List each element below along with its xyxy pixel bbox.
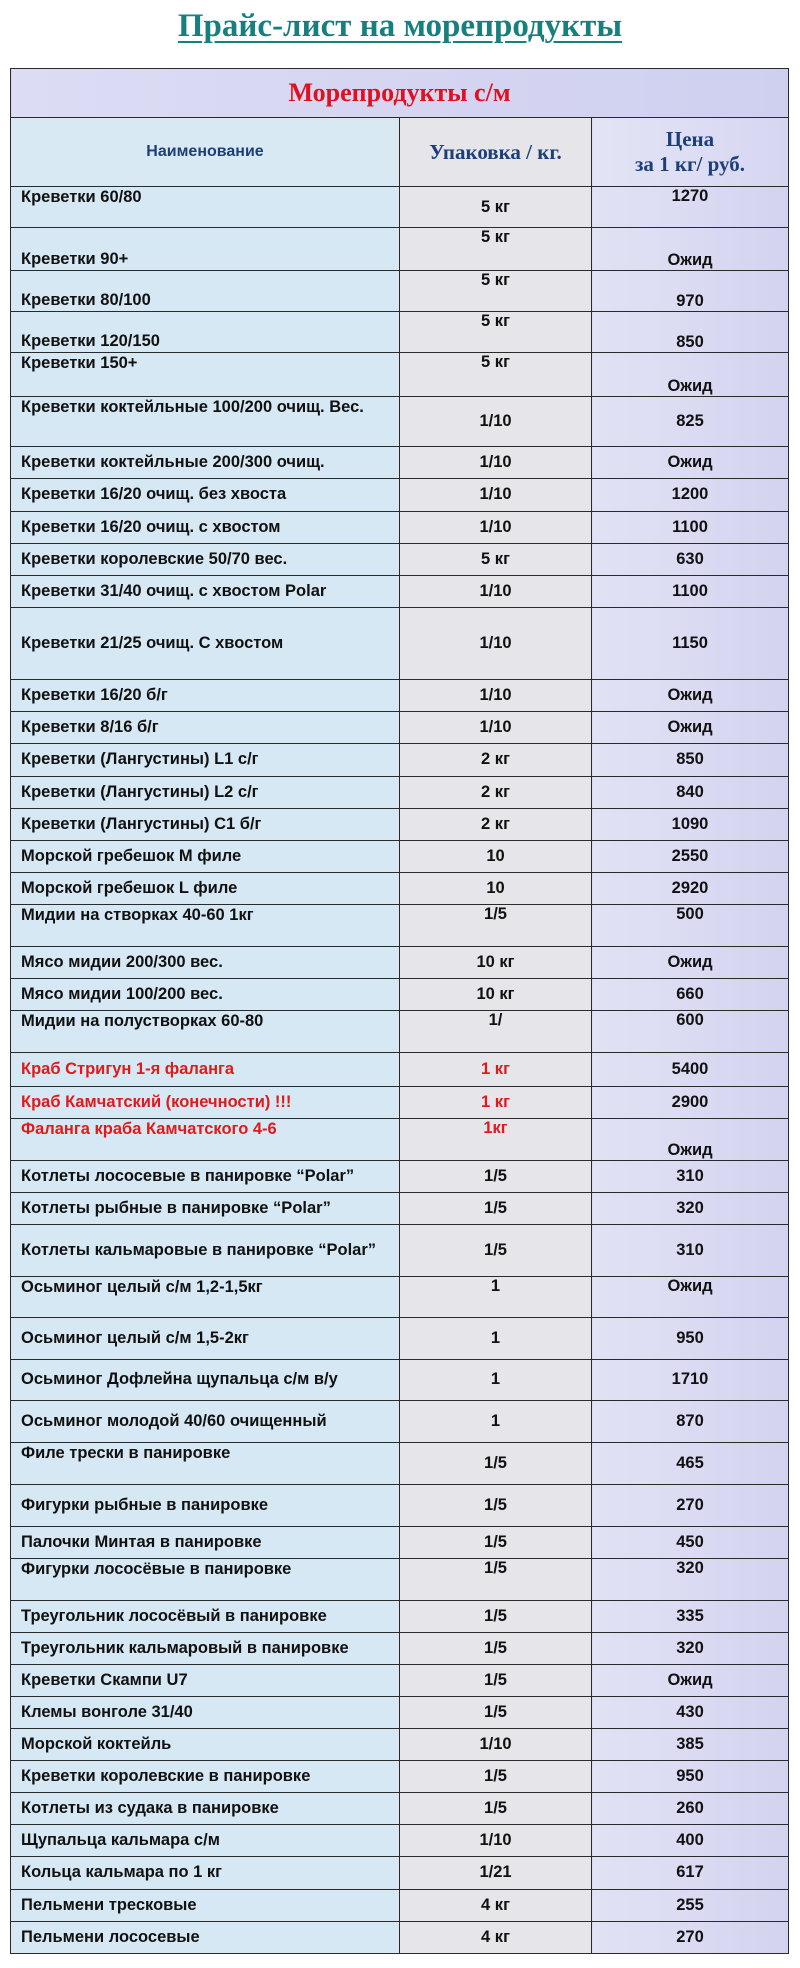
column-header-name: Наименование	[11, 118, 400, 187]
pack-cell: 1/10	[400, 680, 592, 712]
price-cell: 850	[592, 311, 789, 352]
price-cell: 950	[592, 1317, 789, 1359]
price-cell: 385	[592, 1729, 789, 1761]
table-row	[11, 1087, 789, 1119]
price-cell: 2550	[592, 840, 789, 872]
pack-cell: 1/5	[400, 1633, 592, 1665]
product-name-cell: Фигурки рыбные в панировке	[11, 1485, 400, 1527]
pack-cell: 5 кг	[400, 543, 592, 575]
pack-cell: 1/5	[400, 1793, 592, 1825]
product-name-cell: Щупальца кальмара с/м	[11, 1825, 400, 1857]
pack-cell: 10 кг	[400, 978, 592, 1010]
table-row	[11, 904, 789, 946]
product-name-cell: Креветки коктейльные 100/200 очищ. Вес.	[11, 396, 400, 447]
product-name-cell: Палочки Минтая в панировке	[11, 1527, 400, 1559]
table-row	[11, 1825, 789, 1857]
table-row	[11, 1317, 789, 1359]
pack-cell: 10 кг	[400, 946, 592, 978]
product-name-cell: Креветки 16/20 очищ. с хвостом	[11, 511, 400, 543]
pack-cell: 1/5	[400, 1761, 592, 1793]
table-row	[11, 1559, 789, 1601]
table-row	[11, 1225, 789, 1277]
product-name-cell: Котлеты рыбные в панировке “Polar”	[11, 1193, 400, 1225]
page-title: Прайс-лист на морепродукты	[177, 8, 623, 44]
product-name-cell: Креветки 31/40 очищ. с хвостом Polar	[11, 575, 400, 607]
pack-cell: 1/	[400, 1010, 592, 1052]
product-name-cell: Креветки королевские в панировке	[11, 1761, 400, 1793]
table-row	[11, 1665, 789, 1697]
product-name-cell: Креветки 150+	[11, 352, 400, 396]
pack-cell: 1/10	[400, 1729, 592, 1761]
table-row	[11, 840, 789, 872]
product-name-cell: Клемы вонголе 31/40	[11, 1697, 400, 1729]
pack-cell: 1	[400, 1317, 592, 1359]
table-row	[11, 1119, 789, 1161]
table-row	[11, 1793, 789, 1825]
pack-cell: 1/5	[400, 1559, 592, 1601]
pack-cell: 5 кг	[400, 271, 592, 312]
table-row	[11, 978, 789, 1010]
table-row	[11, 1889, 789, 1921]
table-row	[11, 271, 789, 312]
product-name-cell: Морской коктейль	[11, 1729, 400, 1761]
table-row	[11, 680, 789, 712]
price-table	[10, 68, 789, 1954]
price-cell: Ожид	[592, 712, 789, 744]
pack-cell: 5 кг	[400, 352, 592, 396]
product-name-cell: Креветки (Лангустины) L1 с/г	[11, 744, 400, 776]
price-cell: Ожид	[592, 1119, 789, 1161]
price-cell: Ожид	[592, 1276, 789, 1317]
price-cell: 1150	[592, 607, 789, 680]
product-name-cell: Треугольник лососёвый в панировке	[11, 1601, 400, 1633]
product-name-cell: Креветки 90+	[11, 228, 400, 271]
price-cell: Ожид	[592, 352, 789, 396]
product-name-cell: Котлеты лососевые в панировке “Polar”	[11, 1161, 400, 1193]
product-name-cell: Фигурки лососёвые в панировке	[11, 1559, 400, 1601]
pack-cell: 1 кг	[400, 1087, 592, 1119]
pack-cell: 1/10	[400, 712, 592, 744]
price-cell: 2920	[592, 872, 789, 904]
table-row	[11, 1052, 789, 1087]
table-row	[11, 1697, 789, 1729]
price-cell: 255	[592, 1889, 789, 1921]
table-row	[11, 543, 789, 575]
price-cell: 335	[592, 1601, 789, 1633]
table-row	[11, 511, 789, 543]
pack-cell: 1/5	[400, 1697, 592, 1729]
pack-cell: 4 кг	[400, 1921, 592, 1953]
column-header-row	[11, 118, 789, 187]
price-cell: Ожид	[592, 946, 789, 978]
table-row	[11, 1485, 789, 1527]
price-cell: 1270	[592, 187, 789, 228]
table-row	[11, 228, 789, 271]
product-name-cell: Треугольник кальмаровый в панировке	[11, 1633, 400, 1665]
product-name-cell: Креветки коктейльные 200/300 очищ.	[11, 447, 400, 479]
table-row	[11, 1359, 789, 1401]
pack-cell: 5 кг	[400, 187, 592, 228]
product-name-cell: Креветки 16/20 очищ. без хвоста	[11, 479, 400, 511]
pack-cell: 1/10	[400, 396, 592, 447]
product-name-cell: Морской гребешок L филе	[11, 872, 400, 904]
product-name-cell: Краб Камчатский (конечности) !!!	[11, 1087, 400, 1119]
table-row	[11, 607, 789, 680]
column-header-price-line1: Цена	[665, 127, 715, 152]
table-row	[11, 396, 789, 447]
product-name-cell: Осьминог целый с/м 1,2-1,5кг	[11, 1276, 400, 1317]
product-name-cell: Креветки 8/16 б/г	[11, 712, 400, 744]
product-name-cell: Креветки (Лангустины) С1 б/г	[11, 808, 400, 840]
product-name-cell: Осьминог Дофлейна щупальца с/м в/у	[11, 1359, 400, 1401]
price-cell: 840	[592, 776, 789, 808]
price-cell: 310	[592, 1161, 789, 1193]
table-row	[11, 352, 789, 396]
product-name-cell: Краб Стригун 1-я фаланга	[11, 1052, 400, 1087]
pack-cell: 1/21	[400, 1857, 592, 1889]
column-header-pack: Упаковка / кг.	[400, 118, 592, 187]
table-row	[11, 946, 789, 978]
price-cell: Ожид	[592, 1665, 789, 1697]
product-name-cell: Морской гребешок M филе	[11, 840, 400, 872]
table-row	[11, 479, 789, 511]
table-row	[11, 1921, 789, 1953]
price-cell: 2900	[592, 1087, 789, 1119]
table-row	[11, 311, 789, 352]
table-row	[11, 712, 789, 744]
table-row	[11, 447, 789, 479]
pack-cell: 1/5	[400, 1443, 592, 1485]
product-name-cell: Фаланга краба Камчатского 4-6	[11, 1119, 400, 1161]
table-row	[11, 1010, 789, 1052]
product-name-cell: Креветки 21/25 очищ. С хвостом	[11, 607, 400, 680]
product-name-cell: Осьминог молодой 40/60 очищенный	[11, 1401, 400, 1443]
table-row	[11, 808, 789, 840]
pack-cell: 5 кг	[400, 228, 592, 271]
product-name-cell: Креветки 80/100	[11, 271, 400, 312]
product-name-cell: Котлеты кальмаровые в панировке “Polar”	[11, 1225, 400, 1277]
product-name-cell: Мидии на створках 40-60 1кг	[11, 904, 400, 946]
pack-cell: 1/5	[400, 1601, 592, 1633]
pack-cell: 2 кг	[400, 808, 592, 840]
column-header-price-line2: за 1 кг/ руб.	[634, 152, 746, 177]
table-row	[11, 744, 789, 776]
table-row	[11, 776, 789, 808]
pack-cell: 1	[400, 1401, 592, 1443]
product-name-cell: Пельмени лососевые	[11, 1921, 400, 1953]
price-cell: 630	[592, 543, 789, 575]
table-row	[11, 1276, 789, 1317]
table-row	[11, 1527, 789, 1559]
table-row	[11, 1633, 789, 1665]
product-name-cell: Филе трески в панировке	[11, 1443, 400, 1485]
price-cell: 950	[592, 1761, 789, 1793]
price-cell: 1100	[592, 575, 789, 607]
table-row	[11, 872, 789, 904]
product-name-cell: Мясо мидии 100/200 вес.	[11, 978, 400, 1010]
pack-cell: 1 кг	[400, 1052, 592, 1087]
product-name-cell: Кольца кальмара по 1 кг	[11, 1857, 400, 1889]
pack-cell: 1/10	[400, 1825, 592, 1857]
price-cell: 320	[592, 1633, 789, 1665]
table-row	[11, 1601, 789, 1633]
price-cell: 617	[592, 1857, 789, 1889]
pack-cell: 1/5	[400, 1161, 592, 1193]
table-row	[11, 1857, 789, 1889]
product-name-cell: Креветки 60/80	[11, 187, 400, 228]
pack-cell: 1/5	[400, 1193, 592, 1225]
price-cell: 970	[592, 271, 789, 312]
pack-cell: 1/10	[400, 479, 592, 511]
price-cell: 320	[592, 1193, 789, 1225]
pack-cell: 1/5	[400, 1225, 592, 1277]
price-cell: 270	[592, 1921, 789, 1953]
table-row	[11, 1401, 789, 1443]
price-cell: 270	[592, 1485, 789, 1527]
pack-cell: 5 кг	[400, 311, 592, 352]
product-name-cell: Пельмени тресковые	[11, 1889, 400, 1921]
product-name-cell: Креветки 120/150	[11, 311, 400, 352]
price-cell: 310	[592, 1225, 789, 1277]
product-name-cell: Мидии на полустворках 60-80	[11, 1010, 400, 1052]
column-header-price	[592, 118, 789, 187]
product-name-cell: Креветки Скампи U7	[11, 1665, 400, 1697]
price-cell: 5400	[592, 1052, 789, 1087]
pack-cell: 1/5	[400, 1665, 592, 1697]
pack-cell: 10	[400, 872, 592, 904]
pack-cell: 2 кг	[400, 776, 592, 808]
price-cell: 1100	[592, 511, 789, 543]
pack-cell: 1	[400, 1276, 592, 1317]
pack-cell: 10	[400, 840, 592, 872]
pack-cell: 1/10	[400, 575, 592, 607]
price-cell: 825	[592, 396, 789, 447]
product-name-cell: Креветки (Лангустины) L2 с/г	[11, 776, 400, 808]
table-row	[11, 1761, 789, 1793]
price-cell: 1090	[592, 808, 789, 840]
price-cell: 850	[592, 744, 789, 776]
price-cell: 400	[592, 1825, 789, 1857]
price-cell: 260	[592, 1793, 789, 1825]
price-cell: 465	[592, 1443, 789, 1485]
product-name-cell: Креветки королевские 50/70 вес.	[11, 543, 400, 575]
price-cell: 1710	[592, 1359, 789, 1401]
pack-cell: 1/10	[400, 511, 592, 543]
section-title: Морепродукты с/м	[11, 69, 789, 118]
pack-cell: 1/5	[400, 1527, 592, 1559]
table-row	[11, 1161, 789, 1193]
price-cell: Ожид	[592, 228, 789, 271]
pack-cell: 1	[400, 1359, 592, 1401]
pack-cell: 2 кг	[400, 744, 592, 776]
pack-cell: 1кг	[400, 1119, 592, 1161]
table-row	[11, 575, 789, 607]
table-row	[11, 1193, 789, 1225]
price-cell: 660	[592, 978, 789, 1010]
price-cell: Ожид	[592, 680, 789, 712]
product-name-cell: Осьминог целый с/м 1,5-2кг	[11, 1317, 400, 1359]
price-cell: 1200	[592, 479, 789, 511]
pack-cell: 1/5	[400, 904, 592, 946]
price-cell: 600	[592, 1010, 789, 1052]
price-cell: 500	[592, 904, 789, 946]
price-cell: 320	[592, 1559, 789, 1601]
pack-cell: 1/10	[400, 447, 592, 479]
table-row	[11, 187, 789, 228]
pack-cell: 4 кг	[400, 1889, 592, 1921]
price-cell: 450	[592, 1527, 789, 1559]
table-row	[11, 1443, 789, 1485]
pack-cell: 1/5	[400, 1485, 592, 1527]
product-name-cell: Котлеты из судака в панировке	[11, 1793, 400, 1825]
product-name-cell: Мясо мидии 200/300 вес.	[11, 946, 400, 978]
pack-cell: 1/10	[400, 607, 592, 680]
table-row	[11, 1729, 789, 1761]
price-cell: Ожид	[592, 447, 789, 479]
price-cell: 870	[592, 1401, 789, 1443]
product-name-cell: Креветки 16/20 б/г	[11, 680, 400, 712]
price-cell: 430	[592, 1697, 789, 1729]
section-header-row	[11, 69, 789, 118]
